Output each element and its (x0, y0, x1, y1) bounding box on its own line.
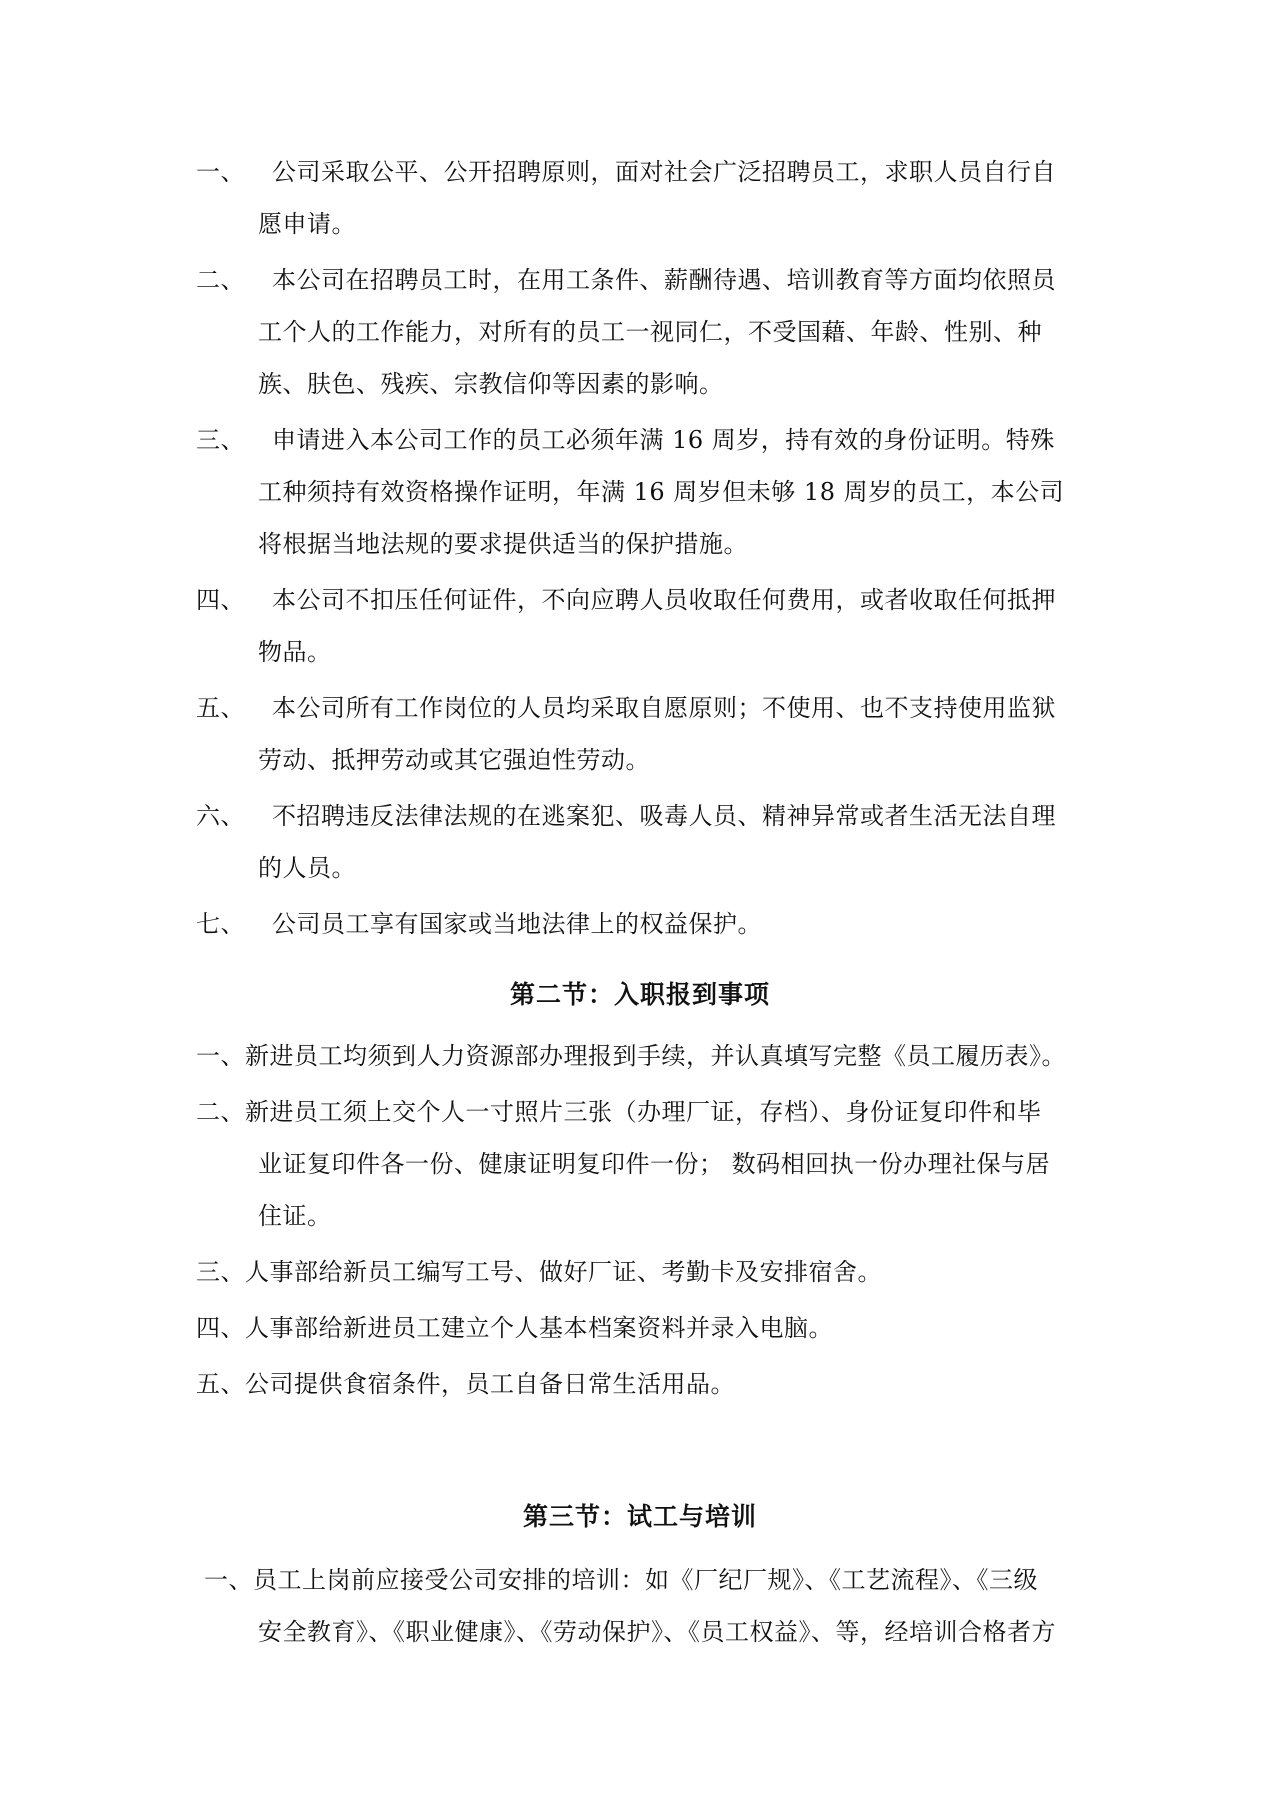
item-text: 五、公司提供食宿条件，员工自备日常生活用品。 (196, 1370, 735, 1398)
item-number: 三、 (196, 426, 245, 454)
item-text: 公司员工享有国家或当地法律上的权益保护。 (272, 910, 762, 938)
item-number: 五、 (196, 694, 245, 722)
item-text: 住证。 (258, 1202, 332, 1230)
item-number: 四、 (196, 586, 245, 614)
item-text: 安全教育》、《职业健康》、《劳动保护》、《员工权益》、等，经培训合格者方 (258, 1618, 1056, 1646)
item-text: 将根据当地法规的要求提供适当的保护措施。 (258, 530, 748, 558)
item-text: 本公司在招聘员工时，在用工条件、薪酬待遇、培训教育等方面均依照员 (272, 266, 1056, 294)
item-text: 二、新进员工须上交个人一寸照片三张（办理厂证，存档）、身份证复印件和毕 (196, 1098, 1042, 1126)
item-text: 工个人的工作能力，对所有的员工一视同仁，不受国藉、年龄、性别、种 (258, 318, 1042, 346)
item-text: 业证复印件各一份、健康证明复印件一份； 数码相回执一份办理社保与居 (258, 1150, 1051, 1178)
item-number: 六、 (196, 802, 245, 830)
item-text: 劳动、抵押劳动或其它强迫性劳动。 (258, 746, 650, 774)
item-text: 物品。 (258, 638, 332, 666)
section-heading: 第二节：入职报到事项 (509, 980, 770, 1009)
item-text: 公司采取公平、公开招聘原则，面对社会广泛招聘员工，求职人员自行自 (272, 158, 1056, 186)
item-text: 一、员工上岗前应接受公司安排的培训：如《厂纪厂规》、《工艺流程》、《三级 (204, 1566, 1038, 1594)
item-text: 三、人事部给新员工编写工号、做好厂证、考勤卡及安排宿舍。 (196, 1258, 882, 1286)
item-text: 的人员。 (258, 854, 356, 882)
item-text: 工种须持有效资格操作证明，年满 16 周岁但未够 18 周岁的员工，本公司 (258, 478, 1065, 506)
item-number: 二、 (196, 266, 245, 294)
item-text: 本公司不扣压任何证件，不向应聘人员收取任何费用，或者收取任何抵押 (272, 586, 1056, 614)
item-text: 四、人事部给新进员工建立个人基本档案资料并录入电脑。 (196, 1314, 833, 1342)
item-text: 愿申请。 (258, 210, 356, 238)
item-text: 不招聘违反法律法规的在逃案犯、吸毒人员、精神异常或者生活无法自理 (272, 802, 1056, 830)
item-text: 本公司所有工作岗位的人员均采取自愿原则；不使用、也不支持使用监狱 (272, 694, 1056, 722)
item-number: 七、 (196, 910, 245, 938)
item-number: 一、 (196, 158, 245, 186)
item-text: 族、肤色、残疾、宗教信仰等因素的影响。 (258, 370, 724, 398)
section-heading: 第三节：试工与培训 (522, 1502, 757, 1531)
item-text: 一、新进员工均须到人力资源部办理报到手续，并认真填写完整《员工履历表》。 (196, 1042, 1066, 1070)
item-text: 申请进入本公司工作的员工必须年满 16 周岁，持有效的身份证明。特殊 (272, 426, 1055, 454)
